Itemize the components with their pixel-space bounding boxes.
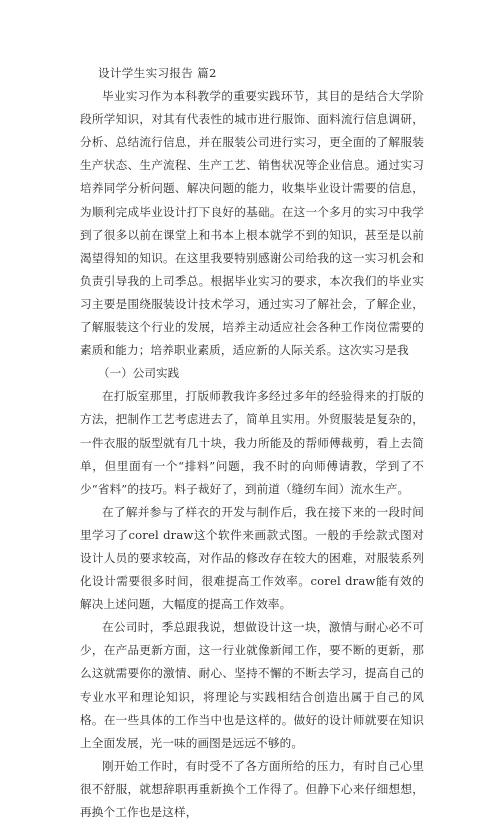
section-heading: （一）公司实践 [98,366,180,381]
section-paragraph: 刚开始工作时，有时受不了各方面所给的压力，有时自己心里很不舒服，就想辞职再重新换个工作得了。但静下心来仔细想想，再换个工作也是这样， [80,758,424,819]
intro-paragraph: 毕业实习作为本科教学的重要实践环节，其目的是结合大学阶段所学知识，对其有代表性的城市进行服饰、面料流行信息调研，分析、总结流行信息，并在服装公司进行实习，更全面的了解服装生产状态、生产流程、生产工艺、销售状况等企业信息。通过实习培养同学分析问题、解决问题的能力，收集毕业设计需要的信息，为顺利完成毕业设计打下良好的基础。在这一个多月的实习中我学到了很多以前在课堂上和书本上根本就学不到的知识，甚至是以前渴望得知的知识。在这里我要特别感谢公司给我的这一实习机会和负责引导我的上司季总。根据毕业实习的要求，本次我们的毕业实习主要是围绕服装设计技术学习，通过实习了解社会，了解企业，了解服装这个行业的发展，培养主动适应社会各种工作岗位需要的素质和能力；培养职业素质，适应新的人际关系。这次实习是我 [80,89,424,358]
document-title: 设计学生实习报告 篇2 [98,66,217,80]
section-paragraph: 在打版室那里，打版师教我许多经过多年的经验得来的打版的方法，把制作工艺考虑进去了，简单且实用。外贸服装是复杂的，一件衣服的版型就有几十块，我力所能及的帮师傅裁剪，看上去简单，但里面有一个“排料”问题，我不时的向师傅请教，学到了不少“省料”的技巧。料子裁好了，到前道（缝纫车间）流水生产。 [80,389,424,496]
document-body [80,62,424,824]
section-paragraph: 在公司时，季总跟我说，想做设计这一块，激情与耐心必不可少，在产品更新方面，这一行业就像新闻工作，要不断的更新，那么这就需要你的激情、耐心、坚持不懈的不断去学习，提高自己的专业水平和理论知识，将理论与实践相结合创造出属于自己的风格。在一些具体的工作当中也是这样的。做好的设计师就要在知识上全面发展，光一味的画图是远远不够的。 [80,620,424,750]
section-paragraph: 在了解并参与了样衣的开发与制作后，我在接下来的一段时间里学习了corel draw这个软件来画款式图。一般的手绘款式图对设计人员的要求较高，对作品的修改存在较大的困难，对服装系列化设计需要很多时间，很难提高工作效率。corel draw能有效的解决上述问题，大幅度的提高工作效率。 [80,504,424,612]
